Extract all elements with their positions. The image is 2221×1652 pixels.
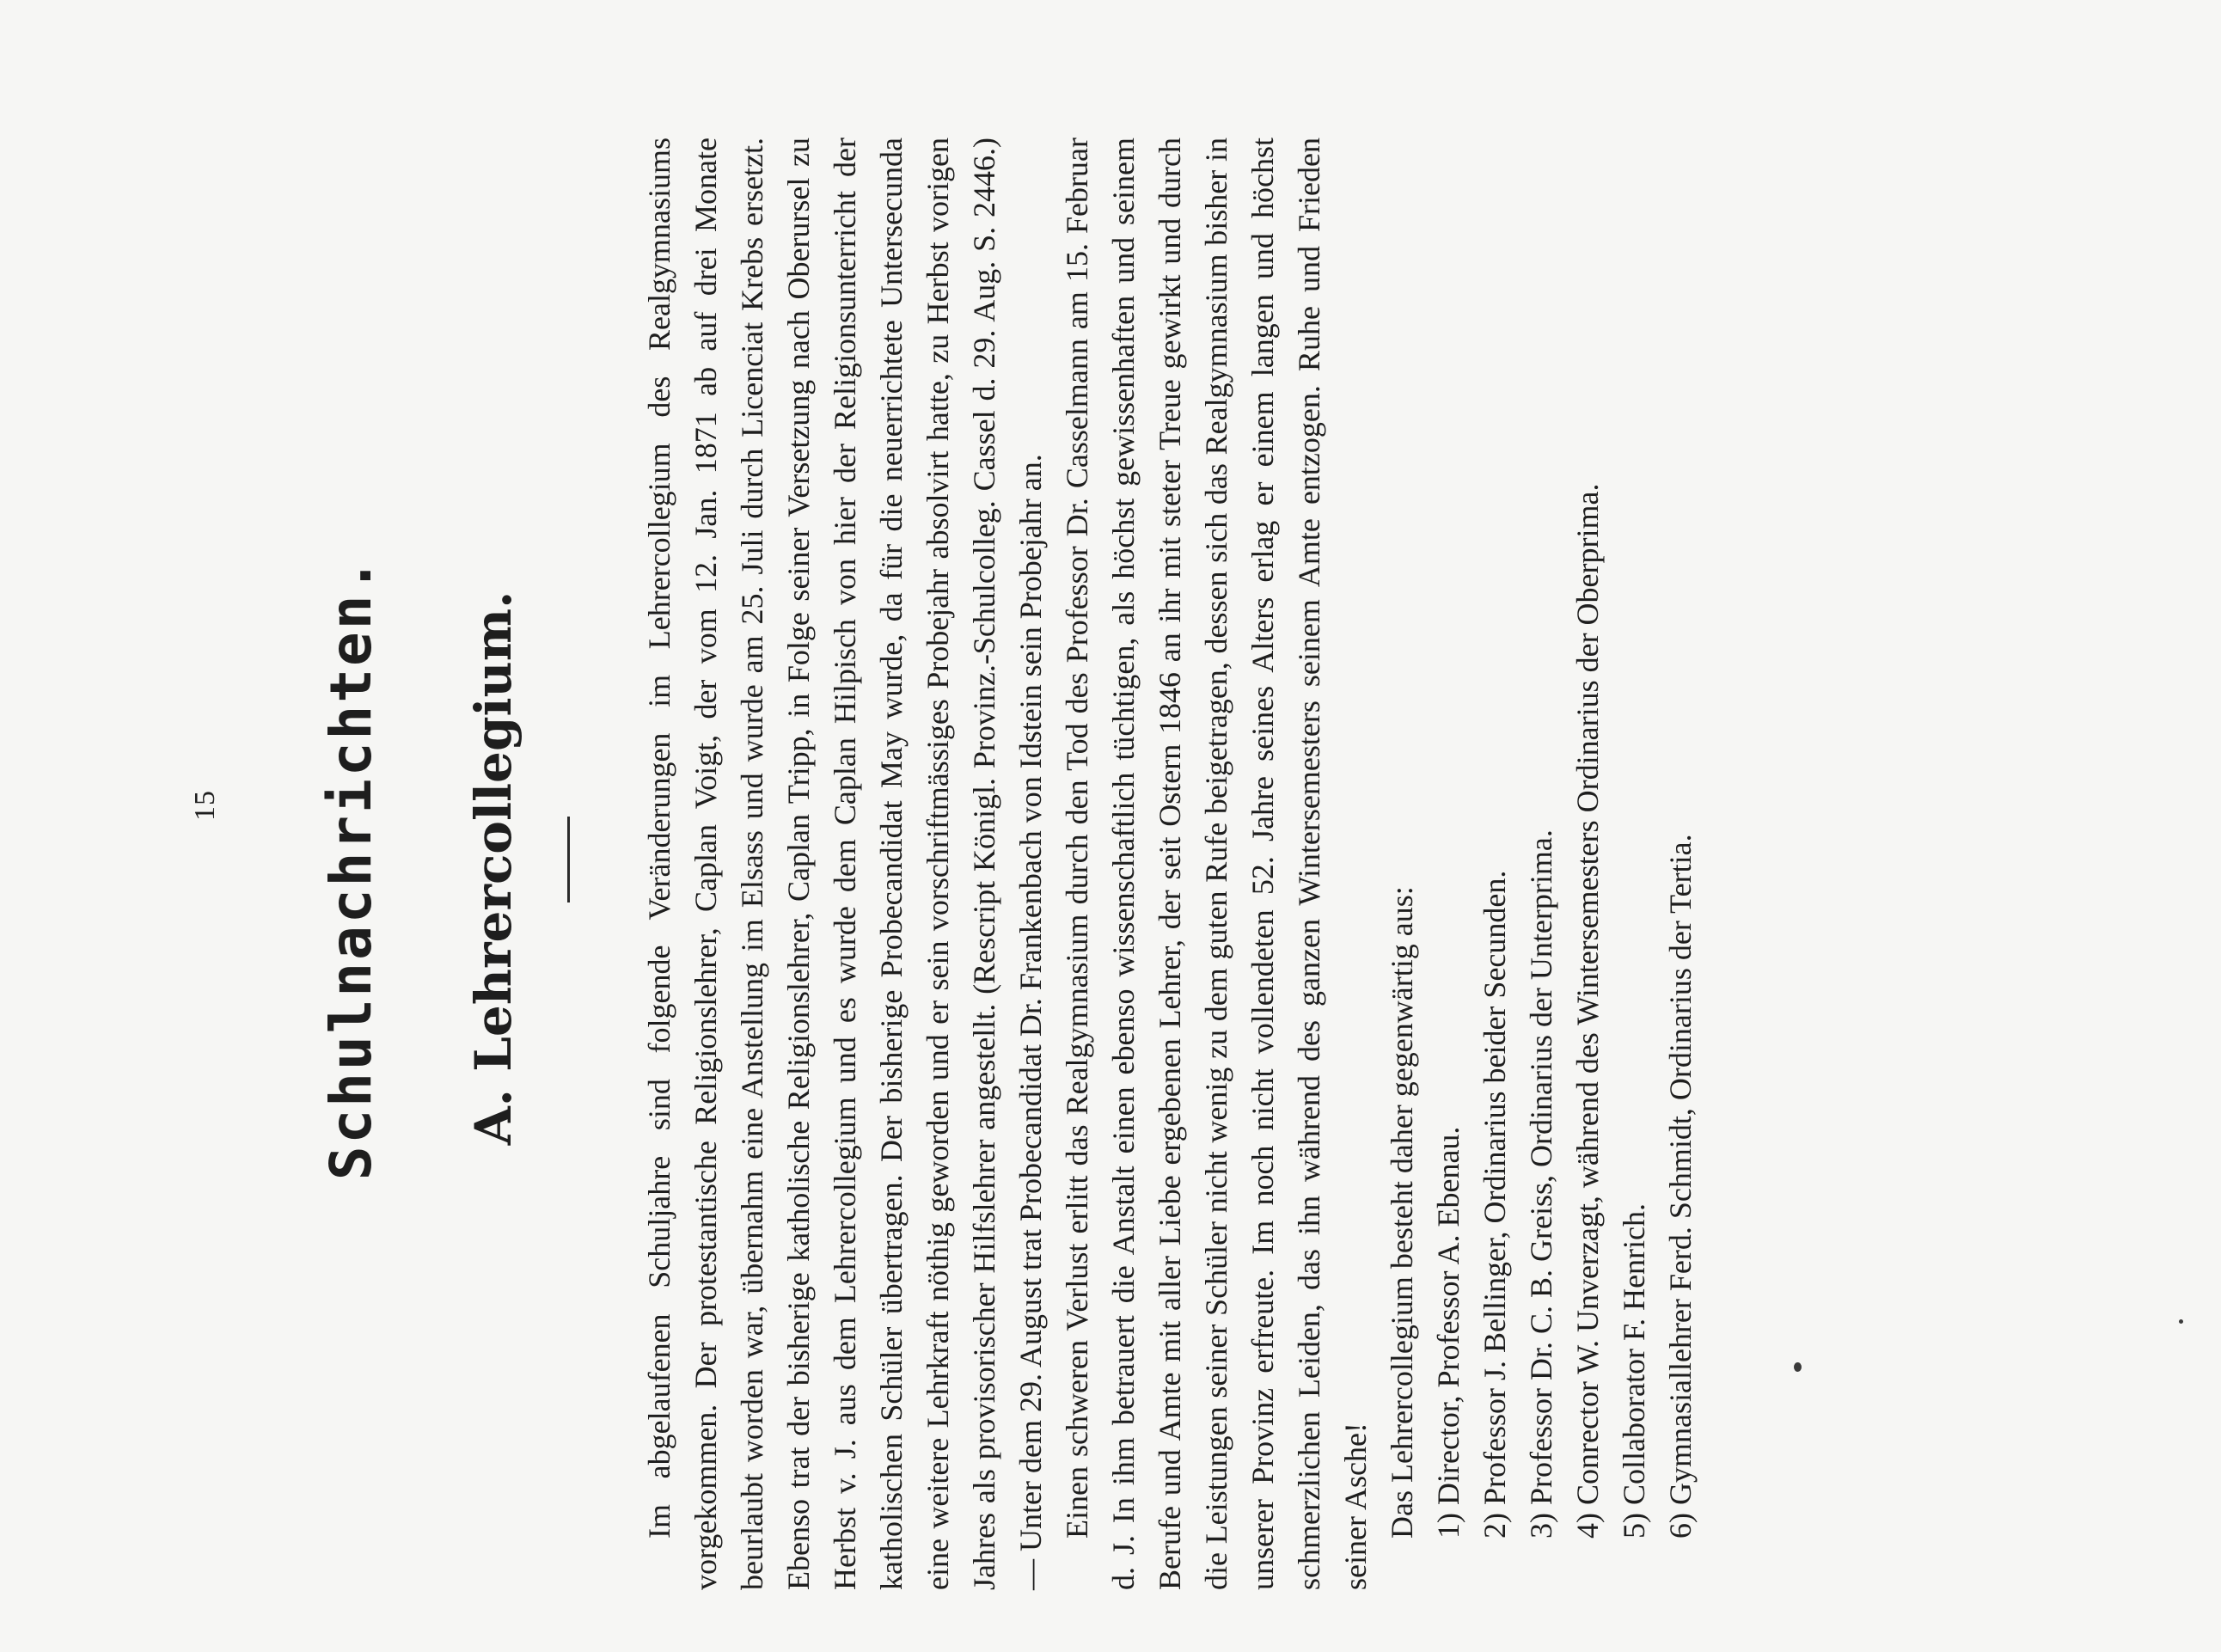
staff-item: 4) Conrector W. Unverzagt, während des Wintersemesters Ordinarius der Oberprima. — [1570, 483, 1605, 1539]
paragraph-obituary: Einen schweren Verlust erlitt das Realgymnasium durch den Tod des Professor Dr. Casselmann am 15. Februar d. J. In ihm betrauert die Anstalt einen ebenso wissenschaftlich tüchtigen, als höchst gewissenhaften und seinem Berufe und Amte mit aller Liebe ergebenen Lehrer, der seit Ostern 1846 an ihr mit steter Treue gewirkt und durch die Leistungen seiner Schüler nicht wenig zu dem guten Rufe beigetragen, dessen sich das Realgymnasium bisher in unserer Provinz erfreute. Im noch nicht vollendeten 52. Jahre seines Alters erlag er einem langen und höchst schmerzlichen Leiden, das ihn während des ganzen Wintersemesters seinem Amte entzogen. Ruhe und Frieden seiner Asche! — [1060, 138, 1373, 1590]
staff-item: 1) Director, Professor A. Ebenau. — [1431, 1126, 1465, 1539]
staff-item: 5) Collaborator F. Henrich. — [1617, 1202, 1651, 1539]
page-title: Schulnachrichten. — [318, 555, 384, 1181]
rotated-page-content — [189, 138, 2123, 1599]
staff-list — [1425, 138, 1704, 1590]
body-text — [636, 138, 1704, 1590]
paragraph-changes: Im abgelaufenen Schuljahre sind folgende Veränderungen im Lehrercollegium des Realgymnasiums vorgekommen. Der protestantische Religionslehrer, Caplan Voigt, der vom 12. Jan. 1871 ab auf drei Monate beurlaubt worden war, übernahm eine Anstellung im Elsass und wurde am 25. Juli durch Licenciat Krebs ersetzt. Ebenso trat der bisherige katholische Religionslehrer, Caplan Tripp, in Folge seiner Versetzung nach Oberursel zu Herbst v. J. aus dem Lehrercollegium und es wurde dem Caplan Hilpisch von hier der Religionsunterricht der katholischen Schüler übertragen. Der bisherige Probecandidat May wurde, da für die neuerrichtete Untersecunda eine weitere Lehrkraft nöthig geworden und er sein vorschriftmässiges Probejahr absolvirt hatte, zu Herbst vorigen Jahres als provisorischer Hilfslehrer angestellt. (Rescript Königl. Provinz.-Schulcolleg. Cassel d. 29. Aug. S. 2446.) — Unter dem 29. August trat Probecandidat Dr. Frankenbach von Idstein sein Probejahr an. — [642, 138, 1048, 1590]
section-heading: A. Lehrercollegium. — [464, 590, 523, 1146]
paragraph-staff-intro: Das Lehrercollegium besteht daher gegenwärtig aus: — [1385, 886, 1419, 1539]
staff-item: 6) Gymnasiallehrer Ferd. Schmidt, Ordinarius der Tertia. — [1663, 834, 1698, 1539]
ink-speck — [2179, 1319, 2183, 1324]
page-number: 15 — [189, 790, 221, 821]
ink-speck — [1794, 1362, 1802, 1372]
staff-item: 2) Professor J. Bellinger, Ordinarius beider Secunden. — [1478, 870, 1512, 1539]
staff-item: 3) Professor Dr. C. B. Greiss, Ordinarius der Unterprima. — [1524, 829, 1558, 1539]
heading-rule — [567, 817, 570, 902]
